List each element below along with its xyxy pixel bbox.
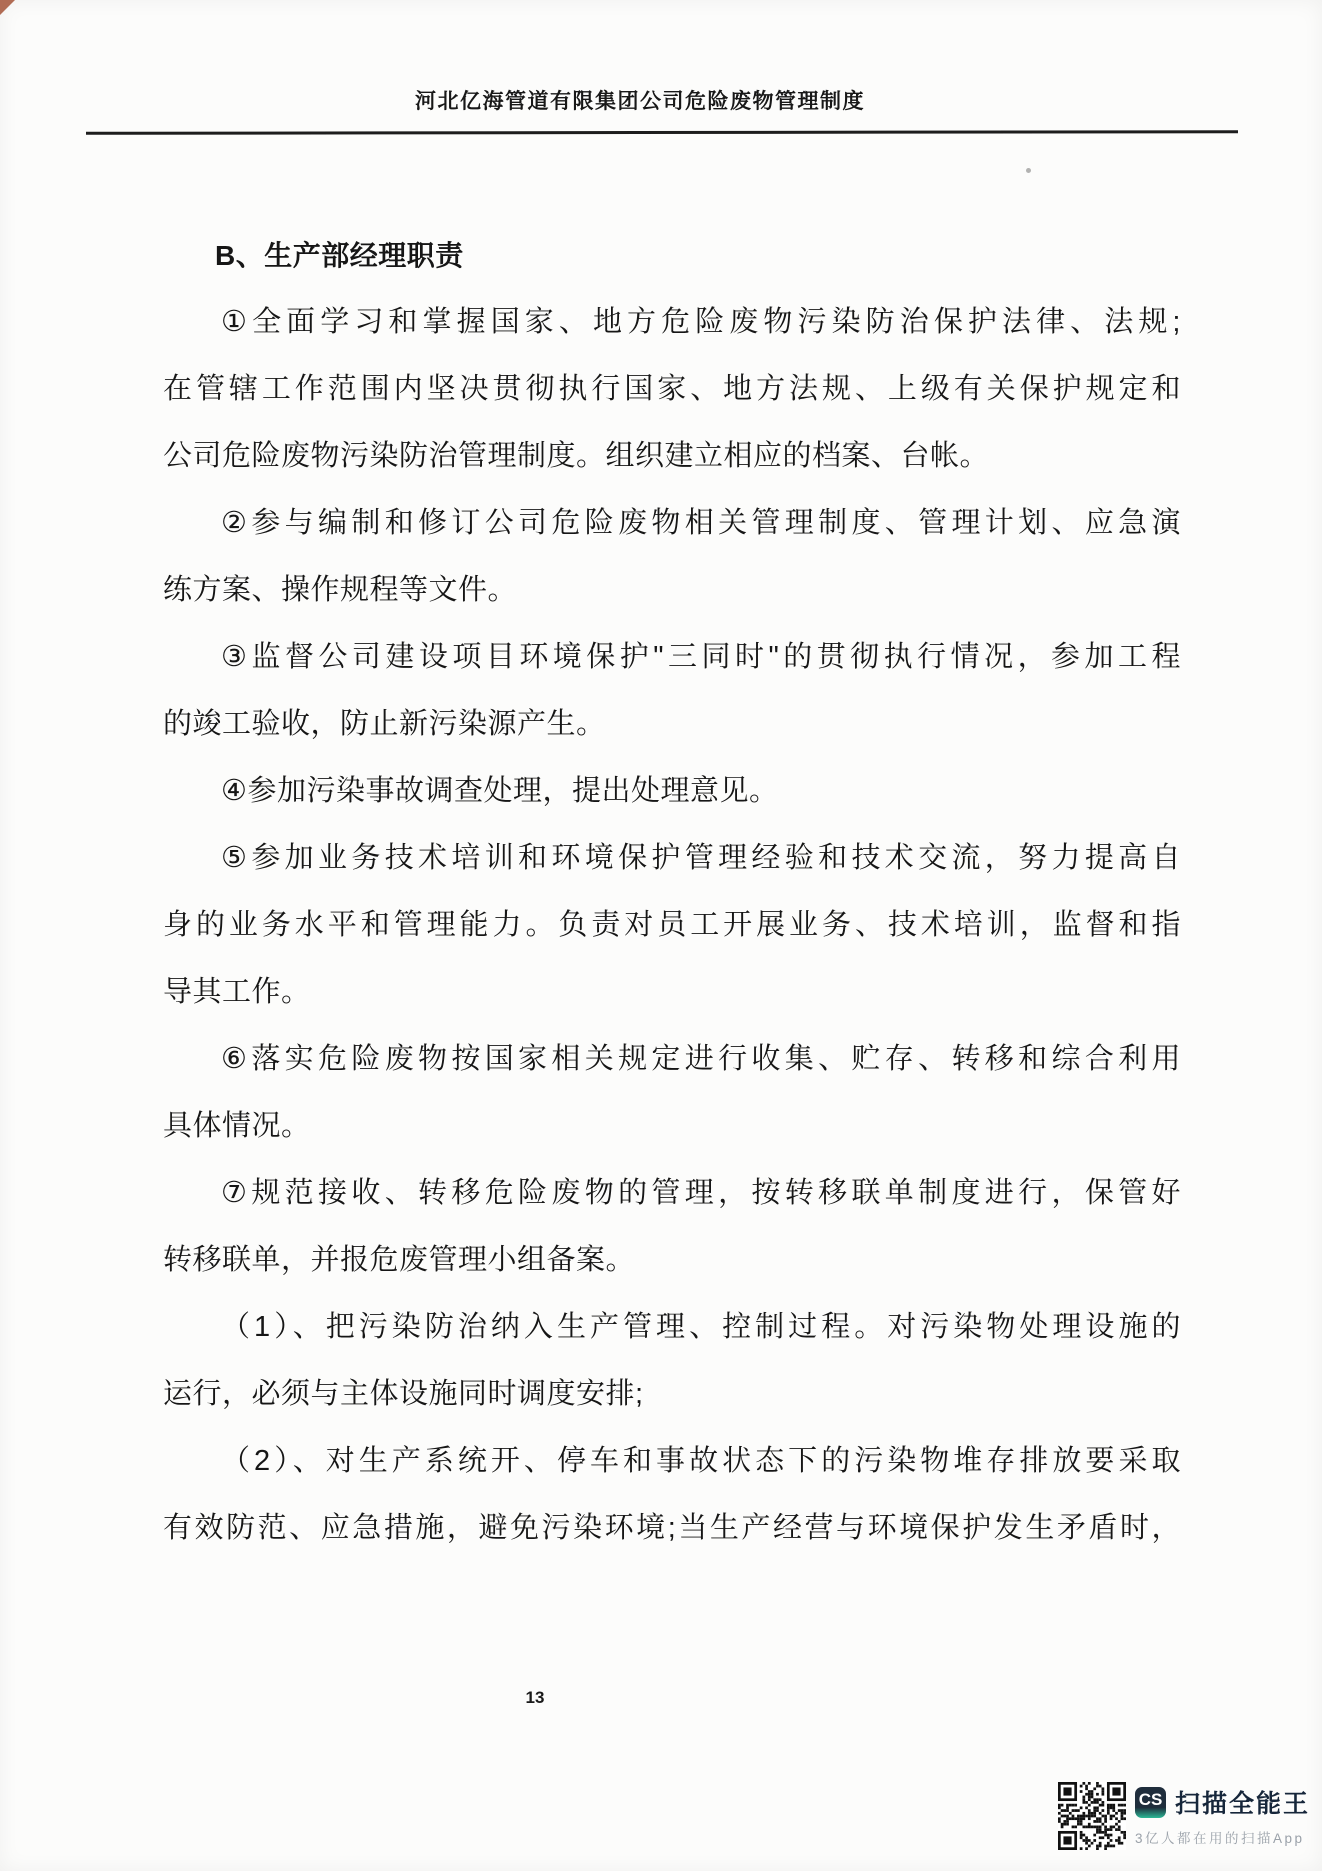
paragraph-lines	[163, 289, 1181, 1562]
text-line: ④参加污染事故调查处理，提出处理意见。	[221, 775, 779, 807]
text-line: 转移联单，并报危废管理小组备案。	[163, 1244, 636, 1276]
scanner-tagline: 3亿人都在用的扫描App	[1135, 1831, 1305, 1846]
document-body	[163, 222, 1181, 1562]
page-number: 13	[525, 1688, 545, 1707]
document-title: 河北亿海管道有限集团公司危险废物管理制度	[415, 90, 865, 113]
header-divider	[86, 130, 1238, 135]
camscanner-logo-icon	[1135, 1787, 1166, 1818]
text-line: 有效防范、应急措施，避免污染环境;当生产经营与环境保护发生矛盾时，	[163, 1512, 1181, 1544]
text-line: ⑦规范接收、转移危险废物的管理，按转移联单制度进行，保管好	[221, 1177, 1181, 1209]
camscanner-watermark	[1058, 1782, 1310, 1850]
camscanner-logo-text: CS	[1138, 1790, 1163, 1809]
text-line: 运行，必须与主体设施同时调度安排;	[163, 1378, 644, 1410]
text-line: ③监督公司建设项目环境保护"三同时"的贯彻执行情况，参加工程	[221, 641, 1181, 673]
text-line: ②参与编制和修订公司危险废物相关管理制度、管理计划、应急演	[221, 507, 1181, 539]
text-line: 公司危险废物污染防治管理制度。组织建立相应的档案、台帐。	[163, 440, 990, 472]
text-line: （1）、把污染防治纳入生产管理、控制过程。对污染物处理设施的	[221, 1311, 1181, 1343]
text-line: 的竣工验收，防止新污染源产生。	[163, 708, 606, 740]
text-line: 身的业务水平和管理能力。负责对员工开展业务、技术培训，监督和指	[163, 909, 1181, 941]
text-line: 导其工作。	[163, 976, 311, 1008]
section-heading: B、生产部经理职责	[215, 240, 464, 271]
text-line: ①全面学习和掌握国家、地方危险废物污染防治保护法律、法规;	[221, 306, 1181, 338]
text-line: 练方案、操作规程等文件。	[163, 574, 518, 606]
scanner-app-name: 扫描全能王	[1175, 1790, 1311, 1818]
scan-corner-artifact	[0, 0, 15, 15]
text-line: ⑥落实危险废物按国家相关规定进行收集、贮存、转移和综合利用	[221, 1043, 1181, 1075]
text-line: ⑤参加业务技术培训和环境保护管理经验和技术交流，努力提高自	[221, 842, 1181, 874]
text-line: 在管辖工作范围内坚决贯彻执行国家、地方法规、上级有关保护规定和	[163, 373, 1181, 405]
text-line: 具体情况。	[163, 1110, 311, 1142]
text-line: （2）、对生产系统开、停车和事故状态下的污染物堆存排放要采取	[221, 1445, 1181, 1477]
camscanner-branding	[1135, 1782, 1310, 1847]
qr-code-icon	[1058, 1782, 1126, 1850]
scan-dot-artifact	[1026, 168, 1031, 173]
